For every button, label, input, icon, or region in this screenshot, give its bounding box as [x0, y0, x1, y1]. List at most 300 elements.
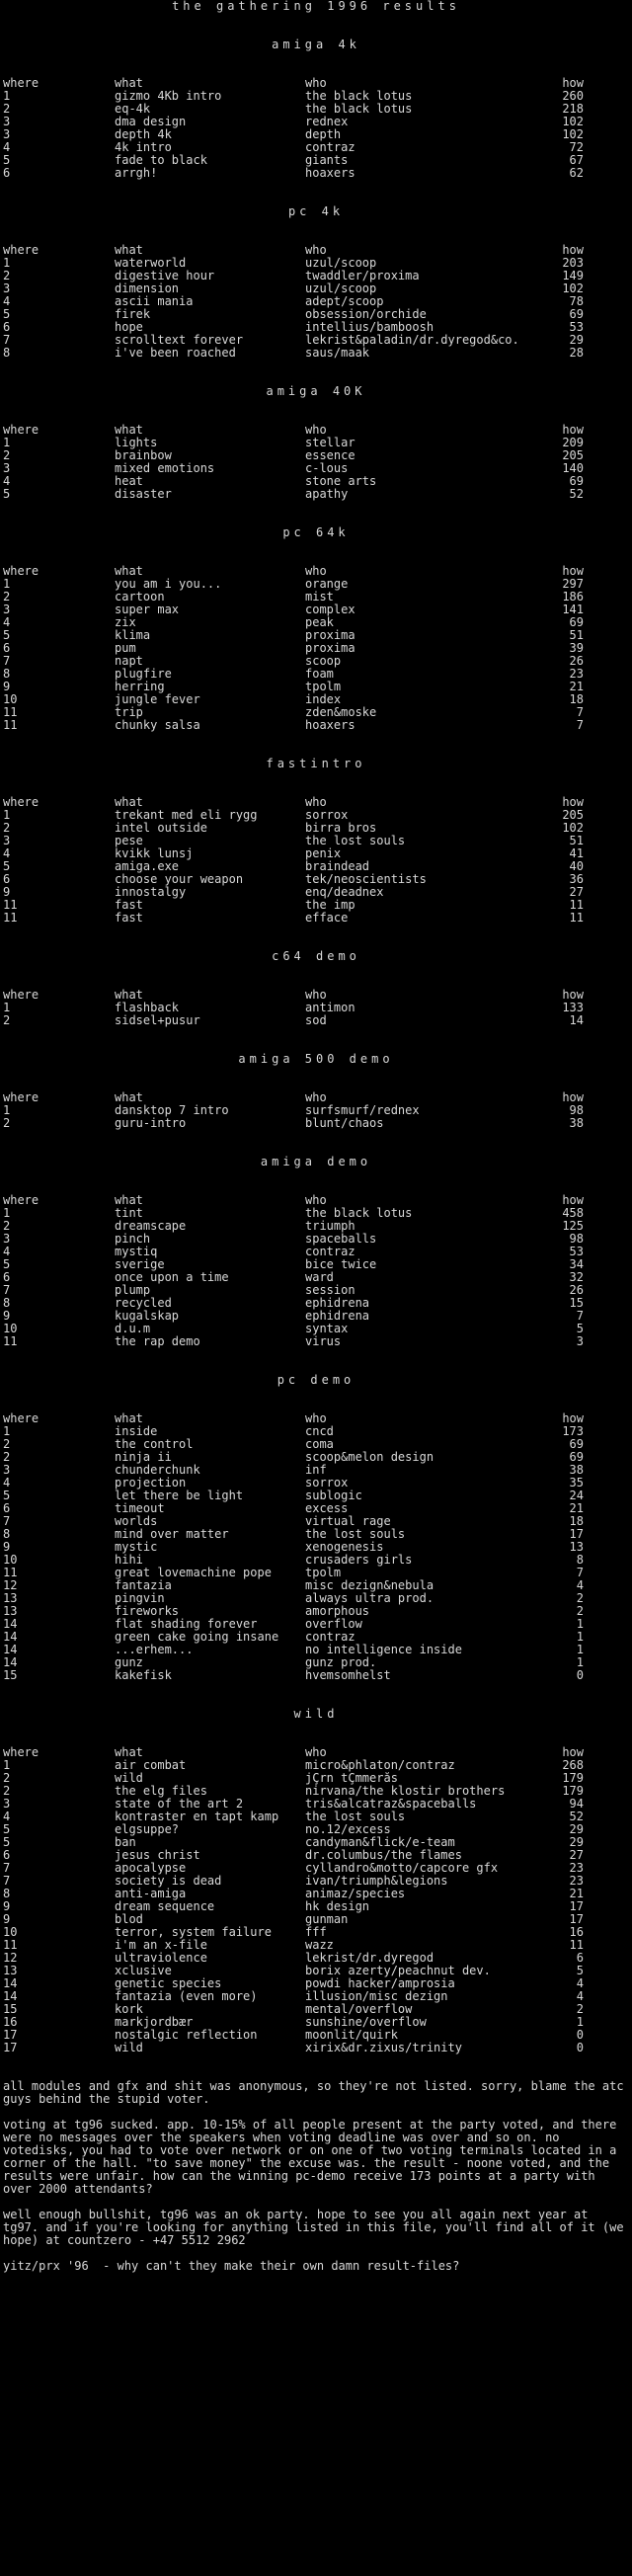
- note-paragraph: yitz/prx '96 - why can't they make their own damn result-files?: [3, 2259, 460, 2273]
- author-cell: penix: [305, 847, 342, 860]
- place-cell: 2: [3, 1451, 11, 1464]
- points-cell: 5: [576, 1965, 584, 1977]
- table-row: [3, 1965, 629, 1977]
- points-cell: 2: [576, 1592, 584, 1605]
- entry-title-cell: pum: [115, 642, 136, 655]
- table-row: [3, 629, 629, 642]
- author-cell: ephidrena: [305, 1297, 370, 1310]
- column-header-how: how: [562, 565, 584, 578]
- entry-title-cell: eq-4k: [115, 103, 151, 116]
- author-cell: excess: [305, 1502, 349, 1515]
- author-cell: crusaders girls: [305, 1554, 413, 1567]
- table-row: [3, 1117, 629, 1130]
- author-cell: virus: [305, 1335, 342, 1348]
- entry-title-cell: you am i you...: [115, 578, 222, 591]
- points-cell: 72: [569, 141, 584, 154]
- table-row: [3, 1618, 629, 1631]
- entry-title-cell: i've been roached: [115, 347, 236, 360]
- results-section: [3, 1053, 629, 1130]
- column-header-row: [3, 424, 629, 437]
- points-cell: 23: [569, 1862, 584, 1875]
- column-header-what: what: [115, 1091, 143, 1104]
- points-cell: 17: [569, 1528, 584, 1541]
- table-row: [3, 128, 629, 141]
- table-row: [3, 1759, 629, 1772]
- place-cell: 2: [3, 270, 11, 282]
- place-cell: 3: [3, 282, 11, 295]
- entry-title-cell: sidsel+pusur: [115, 1014, 200, 1027]
- table-row: [3, 488, 629, 501]
- entry-title-cell: fantazia: [115, 1579, 172, 1592]
- entry-title-cell: depth 4k: [115, 128, 172, 141]
- table-row: [3, 1310, 629, 1323]
- table-row: [3, 2003, 629, 2016]
- entry-title-cell: kvikk lunsj: [115, 847, 194, 860]
- points-cell: 0: [576, 2042, 584, 2054]
- table-row: [3, 1772, 629, 1785]
- author-cell: complex: [305, 604, 356, 616]
- points-cell: 1: [576, 1644, 584, 1656]
- column-header-where: where: [3, 565, 40, 578]
- table-row: [3, 604, 629, 616]
- column-header-row: [3, 565, 629, 578]
- table-row: [3, 578, 629, 591]
- points-cell: 52: [569, 488, 584, 501]
- table-row: [3, 1644, 629, 1656]
- place-cell: 4: [3, 1477, 11, 1489]
- entry-title-cell: napt: [115, 655, 143, 668]
- column-header-who: who: [305, 424, 327, 437]
- entry-title-cell: worlds: [115, 1515, 158, 1528]
- column-header-what: what: [115, 77, 143, 90]
- column-header-row: [3, 1194, 629, 1207]
- table-row: [3, 681, 629, 693]
- author-cell: essence: [305, 449, 356, 462]
- place-cell: 13: [3, 1965, 18, 1977]
- points-cell: 11: [569, 899, 584, 912]
- points-cell: 186: [562, 591, 584, 604]
- points-cell: 21: [569, 681, 584, 693]
- place-cell: 6: [3, 642, 11, 655]
- points-cell: 41: [569, 847, 584, 860]
- place-cell: 10: [3, 1323, 18, 1335]
- points-cell: 7: [576, 719, 584, 732]
- entry-title-cell: plugfire: [115, 668, 172, 681]
- points-cell: 35: [569, 1477, 584, 1489]
- entry-title-cell: fade to black: [115, 154, 207, 167]
- author-cell: bice twice: [305, 1258, 377, 1271]
- points-cell: 21: [569, 1888, 584, 1900]
- column-header-row: [3, 244, 629, 257]
- table-row: [3, 1579, 629, 1592]
- column-header-where: where: [3, 77, 40, 90]
- entry-title-cell: dansktop 7 intro: [115, 1104, 229, 1117]
- place-cell: 8: [3, 347, 11, 360]
- table-row: [3, 449, 629, 462]
- place-cell: 5: [3, 154, 11, 167]
- note-paragraph: voting at tg96 sucked. app. 10-15% of all people present at the party voted, and there were no messages over the speakers when voting deadline was over and so on. no votedisks, you had to vote over network or on one of two voting terminals located in a corner of the hall. "to save money" the excuse was. the result - noone voted, and the results were unfair. how can the winning pc-demo receive 173 points at a party with over 2000 attendants?: [3, 2118, 624, 2196]
- place-cell: 1: [3, 1002, 11, 1014]
- points-cell: 23: [569, 668, 584, 681]
- entry-title-cell: the rap demo: [115, 1335, 200, 1348]
- table-row: [3, 642, 629, 655]
- author-cell: proxima: [305, 642, 356, 655]
- place-cell: 9: [3, 1900, 11, 1913]
- points-cell: 26: [569, 1284, 584, 1297]
- entry-title-cell: fireworks: [115, 1605, 180, 1618]
- table-row: [3, 912, 629, 925]
- column-header-where: where: [3, 796, 40, 809]
- points-cell: 11: [569, 912, 584, 925]
- section-title: amiga demo: [260, 1155, 372, 1168]
- place-cell: 2: [3, 1117, 11, 1130]
- entry-title-cell: nostalgic reflection: [115, 2029, 258, 2042]
- points-cell: 29: [569, 1836, 584, 1849]
- author-cell: fff: [305, 1926, 327, 1939]
- author-cell: no intelligence inside: [305, 1644, 462, 1656]
- table-row: [3, 719, 629, 732]
- points-cell: 39: [569, 642, 584, 655]
- entry-title-cell: plump: [115, 1284, 151, 1297]
- author-cell: apathy: [305, 488, 349, 501]
- place-cell: 11: [3, 706, 18, 719]
- table-row: [3, 1875, 629, 1888]
- place-cell: 6: [3, 1271, 11, 1284]
- points-cell: 7: [576, 1567, 584, 1579]
- author-cell: sunshine/overflow: [305, 2016, 427, 2029]
- place-cell: 14: [3, 1656, 18, 1669]
- table-row: [3, 616, 629, 629]
- points-cell: 1: [576, 1631, 584, 1644]
- author-cell: overflow: [305, 1618, 362, 1631]
- entry-title-cell: amiga.exe: [115, 860, 180, 873]
- column-header-who: who: [305, 1746, 327, 1759]
- place-cell: 14: [3, 1631, 18, 1644]
- place-cell: 7: [3, 1515, 11, 1528]
- entry-title-cell: wild: [115, 2042, 143, 2054]
- table-row: [3, 1836, 629, 1849]
- results-section: [3, 1708, 629, 2054]
- section-title: amiga 4k: [272, 38, 360, 51]
- entry-title-cell: ultraviolence: [115, 1952, 207, 1965]
- author-cell: powdi hacker/amprosia: [305, 1977, 455, 1990]
- points-cell: 141: [562, 604, 584, 616]
- author-cell: giants: [305, 154, 349, 167]
- column-header-row: [3, 1091, 629, 1104]
- table-row: [3, 693, 629, 706]
- points-cell: 149: [562, 270, 584, 282]
- place-cell: 14: [3, 1644, 18, 1656]
- place-cell: 4: [3, 847, 11, 860]
- author-cell: the imp: [305, 899, 356, 912]
- place-cell: 1: [3, 1207, 11, 1220]
- column-header-who: who: [305, 1091, 327, 1104]
- author-cell: contraz: [305, 1631, 356, 1644]
- column-header-what: what: [115, 424, 143, 437]
- entry-title-cell: great lovemachine pope: [115, 1567, 272, 1579]
- author-cell: syntax: [305, 1323, 349, 1335]
- column-header-who: who: [305, 565, 327, 578]
- table-row: [3, 809, 629, 822]
- column-header-how: how: [562, 424, 584, 437]
- place-cell: 2: [3, 1438, 11, 1451]
- author-cell: antimon: [305, 1002, 356, 1014]
- table-row: [3, 1939, 629, 1952]
- table-row: [3, 270, 629, 282]
- author-cell: enq/deadnex: [305, 886, 384, 899]
- points-cell: 24: [569, 1489, 584, 1502]
- place-cell: 1: [3, 809, 11, 822]
- entry-title-cell: tint: [115, 1207, 143, 1220]
- author-cell: always ultra prod.: [305, 1592, 434, 1605]
- author-cell: stone arts: [305, 475, 377, 488]
- entry-title-cell: scrolltext forever: [115, 334, 244, 347]
- points-cell: 4: [576, 1579, 584, 1592]
- column-header-what: what: [115, 244, 143, 257]
- author-cell: tpolm: [305, 681, 342, 693]
- place-cell: 2: [3, 449, 11, 462]
- table-row: [3, 1554, 629, 1567]
- table-row: [3, 1438, 629, 1451]
- author-cell: coma: [305, 1438, 334, 1451]
- table-row: [3, 1502, 629, 1515]
- place-cell: 1: [3, 1425, 11, 1438]
- entry-title-cell: kugalskap: [115, 1310, 180, 1323]
- points-cell: 8: [576, 1554, 584, 1567]
- entry-title-cell: elgsuppe?: [115, 1823, 180, 1836]
- author-cell: session: [305, 1284, 356, 1297]
- column-header-how: how: [562, 1412, 584, 1425]
- author-cell: triumph: [305, 1220, 356, 1233]
- place-cell: 1: [3, 90, 11, 103]
- author-cell: mist: [305, 591, 334, 604]
- entry-title-cell: firek: [115, 308, 151, 321]
- place-cell: 17: [3, 2042, 18, 2054]
- author-cell: depth: [305, 128, 342, 141]
- author-cell: sublogic: [305, 1489, 362, 1502]
- table-row: [3, 1246, 629, 1258]
- points-cell: 40: [569, 860, 584, 873]
- entry-title-cell: flashback: [115, 1002, 180, 1014]
- points-cell: 102: [562, 822, 584, 835]
- table-row: [3, 462, 629, 475]
- entry-title-cell: brainbow: [115, 449, 172, 462]
- points-cell: 1: [576, 2016, 584, 2029]
- entry-title-cell: cartoon: [115, 591, 165, 604]
- points-cell: 15: [569, 1297, 584, 1310]
- table-row: [3, 1451, 629, 1464]
- author-cell: c-lous: [305, 462, 349, 475]
- points-cell: 28: [569, 347, 584, 360]
- section-title: pc 64k: [282, 525, 350, 539]
- table-row: [3, 1952, 629, 1965]
- table-row: [3, 1990, 629, 2003]
- table-row: [3, 257, 629, 270]
- entry-title-cell: wild: [115, 1772, 143, 1785]
- author-cell: cncd: [305, 1425, 334, 1438]
- author-cell: index: [305, 693, 342, 706]
- entry-title-cell: green cake going insane: [115, 1631, 279, 1644]
- points-cell: 27: [569, 886, 584, 899]
- author-cell: the black lotus: [305, 1207, 413, 1220]
- column-header-how: how: [562, 77, 584, 90]
- points-cell: 133: [562, 1002, 584, 1014]
- points-cell: 98: [569, 1233, 584, 1246]
- place-cell: 6: [3, 167, 11, 180]
- points-cell: 179: [562, 1785, 584, 1798]
- place-cell: 5: [3, 1836, 11, 1849]
- results-section: [3, 1156, 629, 1348]
- place-cell: 7: [3, 1875, 11, 1888]
- points-cell: 205: [562, 449, 584, 462]
- points-cell: 17: [569, 1913, 584, 1926]
- points-cell: 18: [569, 1515, 584, 1528]
- entry-title-cell: apocalypse: [115, 1862, 187, 1875]
- points-cell: 94: [569, 1798, 584, 1811]
- author-cell: spaceballs: [305, 1233, 377, 1246]
- table-row: [3, 308, 629, 321]
- points-cell: 23: [569, 1875, 584, 1888]
- author-cell: ivan/triumph&legions: [305, 1875, 448, 1888]
- column-header-who: who: [305, 989, 327, 1002]
- place-cell: 9: [3, 886, 11, 899]
- place-cell: 7: [3, 1862, 11, 1875]
- points-cell: 53: [569, 321, 584, 334]
- points-cell: 21: [569, 1502, 584, 1515]
- place-cell: 11: [3, 1567, 18, 1579]
- entry-title-cell: ban: [115, 1836, 136, 1849]
- table-row: [3, 1631, 629, 1644]
- entry-title-cell: genetic species: [115, 1977, 222, 1990]
- column-header-row: [3, 77, 629, 90]
- place-cell: 3: [3, 1798, 11, 1811]
- points-cell: 11: [569, 1939, 584, 1952]
- place-cell: 16: [3, 2016, 18, 2029]
- entry-title-cell: fast: [115, 899, 143, 912]
- table-row: [3, 847, 629, 860]
- points-cell: 36: [569, 873, 584, 886]
- table-row: [3, 1335, 629, 1348]
- entry-title-cell: d.u.m: [115, 1323, 151, 1335]
- points-cell: 209: [562, 437, 584, 449]
- column-header-how: how: [562, 1091, 584, 1104]
- place-cell: 9: [3, 1541, 11, 1554]
- entry-title-cell: dreamscape: [115, 1220, 187, 1233]
- table-row: [3, 1425, 629, 1438]
- author-cell: ephidrena: [305, 1310, 370, 1323]
- entry-title-cell: fast: [115, 912, 143, 925]
- entry-title-cell: pese: [115, 835, 143, 847]
- results-section: [3, 1374, 629, 1682]
- points-cell: 7: [576, 706, 584, 719]
- table-row: [3, 1233, 629, 1246]
- results-section: [3, 205, 629, 360]
- column-header-who: who: [305, 1194, 327, 1207]
- column-header-what: what: [115, 565, 143, 578]
- entry-title-cell: kork: [115, 2003, 143, 2016]
- entry-title-cell: timeout: [115, 1502, 165, 1515]
- entry-title-cell: 4k intro: [115, 141, 172, 154]
- place-cell: 9: [3, 1310, 11, 1323]
- author-cell: hvemsomhelst: [305, 1669, 391, 1682]
- entry-title-cell: lights: [115, 437, 158, 449]
- place-cell: 3: [3, 462, 11, 475]
- entry-title-cell: dream sequence: [115, 1900, 215, 1913]
- entry-title-cell: mind over matter: [115, 1528, 229, 1541]
- table-row: [3, 886, 629, 899]
- entry-title-cell: dma design: [115, 116, 187, 128]
- entry-title-cell: the control: [115, 1438, 194, 1451]
- table-row: [3, 116, 629, 128]
- table-row: [3, 2042, 629, 2054]
- points-cell: 179: [562, 1772, 584, 1785]
- author-cell: inf: [305, 1464, 327, 1477]
- points-cell: 69: [569, 1451, 584, 1464]
- section-title: amiga 40K: [266, 384, 366, 398]
- author-cell: foam: [305, 668, 334, 681]
- entry-title-cell: hihi: [115, 1554, 143, 1567]
- entry-title-cell: ascii mania: [115, 295, 194, 308]
- section-title: pc 4k: [287, 204, 345, 218]
- entry-title-cell: state of the art 2: [115, 1798, 244, 1811]
- table-row: [3, 1220, 629, 1233]
- column-header-what: what: [115, 1412, 143, 1425]
- points-cell: 26: [569, 655, 584, 668]
- author-cell: lekrist/dr.dyregod: [305, 1952, 434, 1965]
- table-row: [3, 860, 629, 873]
- column-header-row: [3, 796, 629, 809]
- points-cell: 14: [569, 1014, 584, 1027]
- note-paragraph: all modules and gfx and shit was anonymous, so they're not listed. sorry, blame the atc guys behind the stupid voter.: [3, 2079, 631, 2106]
- entry-title-cell: guru-intro: [115, 1117, 187, 1130]
- entry-title-cell: terror, system failure: [115, 1926, 272, 1939]
- table-row: [3, 141, 629, 154]
- table-row: [3, 1823, 629, 1836]
- author-cell: tek/neoscientists: [305, 873, 427, 886]
- author-cell: intellius/bamboosh: [305, 321, 434, 334]
- points-cell: 1: [576, 1618, 584, 1631]
- column-header-how: how: [562, 796, 584, 809]
- author-cell: amorphous: [305, 1605, 370, 1618]
- entry-title-cell: chunky salsa: [115, 719, 200, 732]
- points-cell: 297: [562, 578, 584, 591]
- place-cell: 6: [3, 1849, 11, 1862]
- section-title: wild: [293, 1707, 339, 1721]
- entry-title-cell: blod: [115, 1913, 143, 1926]
- place-cell: 6: [3, 1502, 11, 1515]
- table-row: [3, 873, 629, 886]
- table-row: [3, 1888, 629, 1900]
- table-row: [3, 1515, 629, 1528]
- author-cell: orange: [305, 578, 349, 591]
- entry-title-cell: ninja ii: [115, 1451, 172, 1464]
- entry-title-cell: super max: [115, 604, 180, 616]
- column-header-who: who: [305, 1412, 327, 1425]
- entry-title-cell: gizmo 4Kb intro: [115, 90, 222, 103]
- place-cell: 6: [3, 321, 11, 334]
- entry-title-cell: once upon a time: [115, 1271, 229, 1284]
- entry-title-cell: dimension: [115, 282, 180, 295]
- place-cell: 4: [3, 141, 11, 154]
- entry-title-cell: flat shading forever: [115, 1618, 258, 1631]
- author-cell: xirix&dr.zixus/trinity: [305, 2042, 462, 2054]
- points-cell: 53: [569, 1246, 584, 1258]
- author-cell: the black lotus: [305, 103, 413, 116]
- table-row: [3, 347, 629, 360]
- author-cell: no.12/excess: [305, 1823, 391, 1836]
- points-cell: 17: [569, 1900, 584, 1913]
- column-header-how: how: [562, 1194, 584, 1207]
